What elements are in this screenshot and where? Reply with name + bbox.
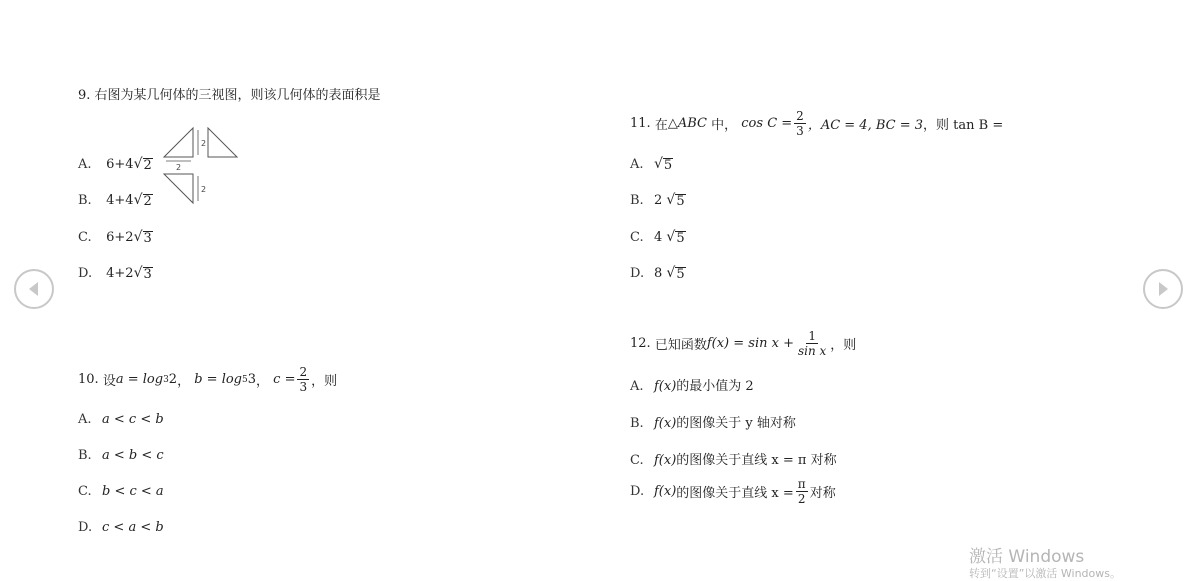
q12-option-d[interactable]: D. f(x) 的图像关于直线 x = $\frac{\pi}{2}$ 对称	[630, 477, 836, 506]
three-view-figure	[160, 124, 250, 208]
watermark-subtitle: 转到“设置”以激活 Windows。	[969, 567, 1121, 580]
watermark-title: 激活 Windows	[969, 547, 1085, 567]
question-12: 12. 已知函数 f(x) = sin x + $\frac{1}{\text{sin x}}$ ，则	[630, 329, 857, 358]
q11-option-a[interactable]: A. √ 5	[630, 156, 673, 173]
question-10: 10. 设 a = log 3 2 ， b = log 5 3 ， c = $\frac{2}{3}$ ，则	[78, 365, 338, 394]
q10-option-b[interactable]: B. a < b < c	[78, 448, 164, 463]
figure-dim-side: 2	[201, 139, 207, 148]
next-page-button[interactable]	[1143, 269, 1183, 309]
q10-option-a[interactable]: A. a < c < b	[78, 412, 164, 427]
q11-option-d[interactable]: D. 8 √ 5	[630, 265, 685, 282]
figure-dim-top: 2	[176, 163, 182, 172]
question-9	[78, 84, 381, 103]
q9-option-c[interactable]: C. 6+2 √ 3	[78, 229, 152, 246]
q12-option-b[interactable]: B. f(x)的图像关于 y 轴对称	[630, 416, 796, 431]
chevron-left-icon	[27, 281, 41, 297]
q11-option-c[interactable]: C. 4 √ 5	[630, 229, 685, 246]
q12-option-c[interactable]: C. f(x)的图像关于直线 x = π 对称	[630, 453, 837, 468]
question-9-stem: 9. 右图为某几何体的三视图，则该几何体的表面积是	[78, 88, 381, 103]
q9-option-d[interactable]: D. 4+2 √ 3	[78, 265, 152, 282]
q10-option-c[interactable]: C. b < c < a	[78, 484, 164, 499]
figure-dim-bottom: 2	[201, 185, 207, 194]
question-11: 11. 在 △ABC 中， cos C = $\frac{2}{3}$ ，AC = 4, BC = 3 ，则 tan B =	[630, 109, 1004, 138]
q12-option-a[interactable]: A. f(x)的最小值为 2	[630, 379, 754, 394]
q9-option-a[interactable]: A. 6+4 √ 2	[78, 156, 152, 173]
q9-option-b[interactable]: B. 4+4 √ 2	[78, 192, 152, 209]
q11-option-b[interactable]: B. 2 √ 5	[630, 192, 685, 209]
q10-option-d[interactable]: D. c < a < b	[78, 520, 164, 535]
chevron-right-icon	[1156, 281, 1170, 297]
prev-page-button[interactable]	[14, 269, 54, 309]
